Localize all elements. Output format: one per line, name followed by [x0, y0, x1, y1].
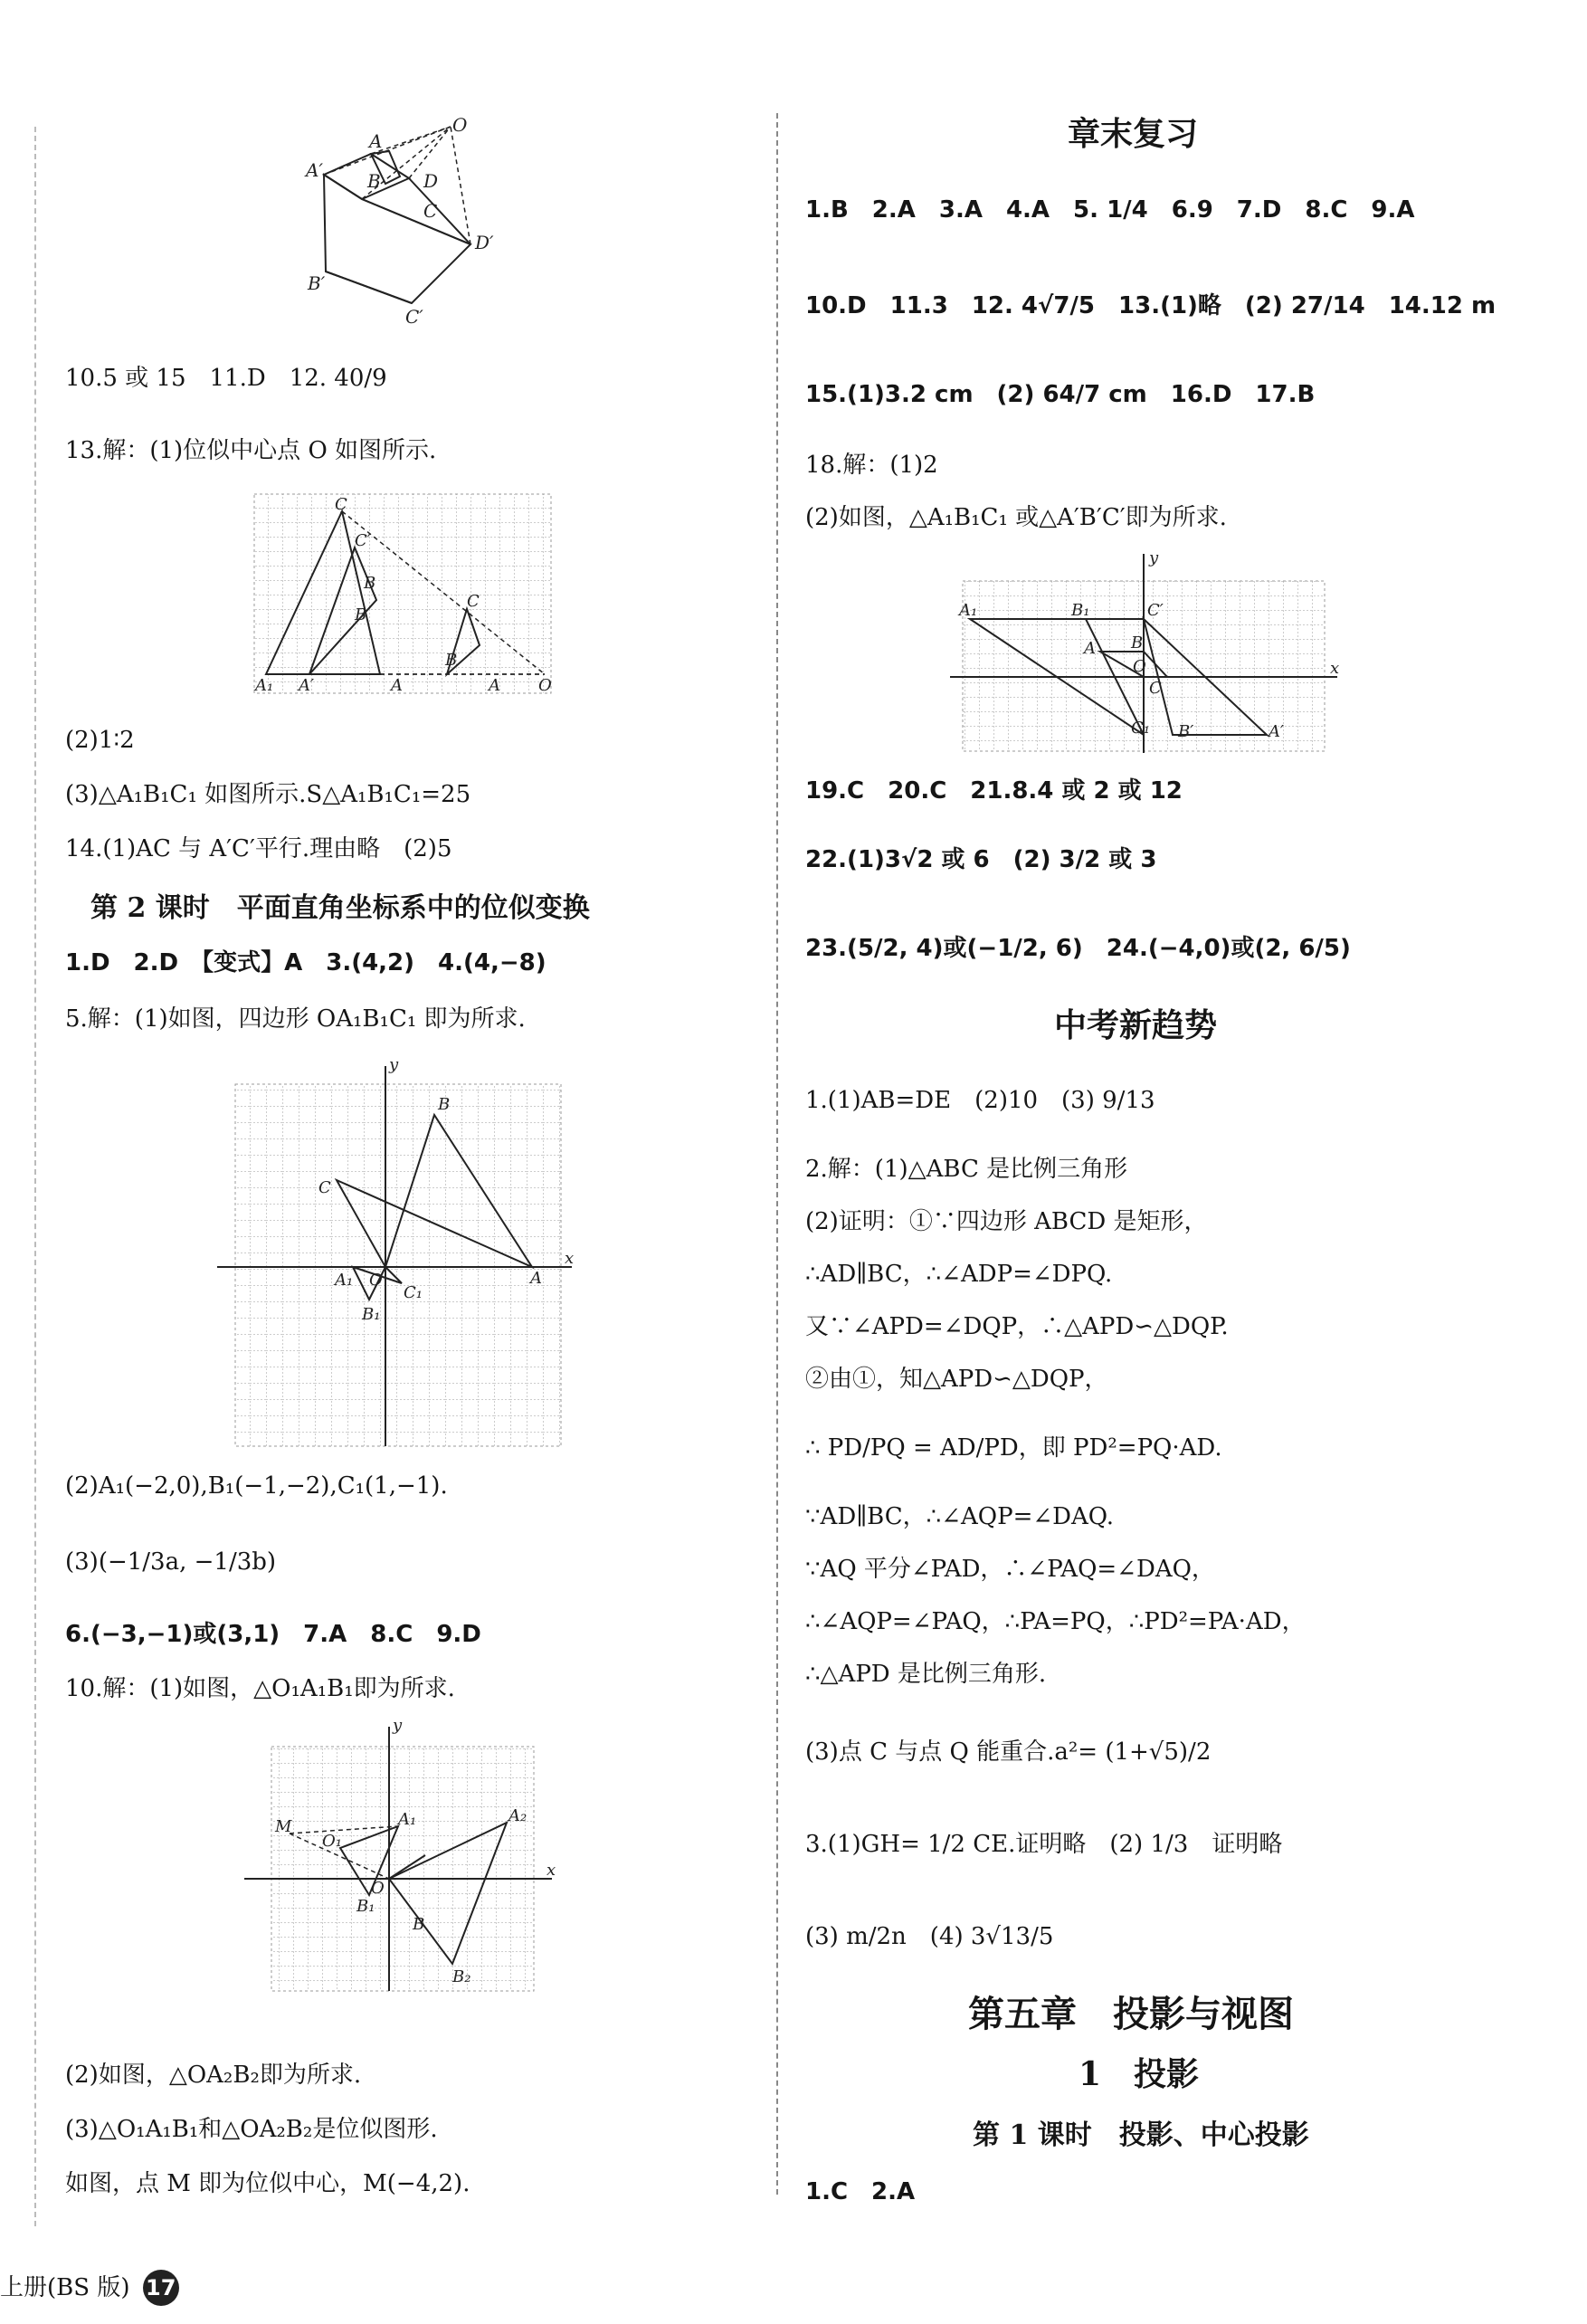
page-number: 17	[143, 2270, 179, 2306]
answer-line-5: 5.解：(1)如图，四边形 OA₁B₁C₁ 即为所求.	[65, 1005, 526, 1033]
margin-rule	[34, 127, 36, 2226]
svg-text:y: y	[1149, 552, 1159, 567]
svg-text:O: O	[371, 1879, 385, 1898]
svg-text:B₂: B₂	[452, 1967, 471, 1986]
answer-line-14: 14.(1)AC 与 A′C′平行.理由略 (2)5	[65, 835, 452, 862]
svg-text:B: B	[367, 170, 381, 192]
svg-text:A′: A′	[1269, 722, 1285, 741]
answer-line-5-3: (3)(−1/3a, −1/3b)	[65, 1548, 277, 1576]
answer-line-r18-2: (2)如图，△A₁B₁C₁ 或△A′B′C′即为所求.	[805, 504, 1227, 531]
answer-line-13-2: (2)1∶2	[65, 727, 135, 754]
svg-text:A′: A′	[306, 159, 323, 181]
svg-text:B: B	[364, 574, 376, 593]
svg-text:A: A	[391, 676, 403, 694]
svg-text:C′: C′	[405, 306, 423, 328]
svg-text:B′: B′	[1178, 722, 1194, 741]
svg-text:A: A	[530, 1269, 542, 1288]
svg-text:O: O	[369, 1271, 383, 1290]
answer-line-10: 10.解：(1)如图，△O₁A₁B₁即为所求.	[65, 1675, 455, 1702]
svg-text:C: C	[1149, 679, 1162, 698]
svg-text:B′: B′	[308, 272, 326, 294]
figure-prism-projection	[299, 113, 534, 330]
answer-line-13-3: (3)△A₁B₁C₁ 如图所示.S△A₁B₁C₁=25	[65, 781, 471, 808]
section-heading-chapter-review: 章末复习	[1068, 115, 1199, 153]
figure-coordinate-triangles-18	[950, 552, 1339, 756]
svg-text:B₁: B₁	[1071, 601, 1090, 620]
svg-text:B₁: B₁	[362, 1305, 381, 1324]
svg-text:O₁: O₁	[322, 1832, 342, 1851]
answer-line-r18: 18.解：(1)2	[805, 452, 938, 479]
svg-text:C₁: C₁	[404, 1283, 423, 1302]
svg-text:C₁: C₁	[1131, 719, 1150, 738]
svg-text:A₁: A₁	[335, 1271, 354, 1290]
answer-line-r23-24: 23.(5/2, 4)或(−1/2, 6) 24.(−4,0)或(2, 6/5)	[805, 935, 1351, 962]
answer-line-t3-34: (3) m/2n (4) 3√13/5	[805, 1923, 1054, 1950]
svg-text:C: C	[423, 200, 438, 222]
svg-text:A: A	[369, 130, 383, 152]
svg-text:B: B	[445, 651, 458, 670]
svg-text:y: y	[393, 1719, 403, 1735]
section-title-projection: 1 投影	[1079, 2055, 1200, 2093]
answer-line-t2-c: ②由①，知△APD∽△DQP，	[805, 1366, 1108, 1393]
svg-text:B: B	[1131, 633, 1144, 652]
answer-line-t1: 1.(1)AB=DE (2)10 (3) 9/13	[805, 1087, 1155, 1114]
svg-text:x: x	[565, 1249, 575, 1268]
answer-line-t2-b: 又∵∠APD=∠DQP，∴△APD∽△DQP.	[805, 1313, 1229, 1340]
svg-text:C′: C′	[1147, 601, 1164, 620]
svg-text:x: x	[1330, 659, 1339, 678]
answer-line-5-2: (2)A₁(−2,0),B₁(−1,−2),C₁(1,−1).	[65, 1472, 448, 1500]
answer-line-t3: 3.(1)GH= 1/2 CE.证明略 (2) 1/3 证明略	[805, 1831, 1283, 1858]
svg-text:B′: B′	[355, 605, 371, 624]
answer-line-t2-3: (3)点 C 与点 Q 能重合.a²= (1+√5)/2	[805, 1738, 1212, 1766]
answer-line-t2-g: ∴∠AQP=∠PAQ，∴PA=PQ，∴PD²=PA·AD，	[805, 1608, 1306, 1635]
answer-line-t2-h: ∴△APD 是比例三角形.	[805, 1661, 1047, 1688]
svg-text:x: x	[546, 1861, 556, 1880]
answer-line-1-4: 1.D 2.D 【变式】A 3.(4,2) 4.(4,−8)	[65, 949, 546, 976]
svg-text:C′: C′	[355, 531, 371, 550]
section-heading-lesson-2: 第 2 课时 平面直角坐标系中的位似变换	[90, 892, 590, 924]
svg-text:D′: D′	[475, 232, 494, 253]
answer-line-t2-proof: (2)证明：①∵四边形 ABCD 是矩形，	[805, 1208, 1208, 1235]
svg-text:A₁: A₁	[959, 601, 978, 620]
answer-line-10-2: (2)如图，△OA₂B₂即为所求.	[65, 2062, 362, 2089]
svg-text:D: D	[423, 170, 439, 192]
svg-text:y: y	[389, 1057, 399, 1074]
svg-text:O: O	[538, 676, 552, 694]
answer-line-t2-e: ∵AD∥BC，∴∠AQP=∠DAQ.	[805, 1503, 1115, 1530]
answer-line-final: 1.C 2.A	[805, 2178, 916, 2205]
answer-line-t2-f: ∵AQ 平分∠PAD，∴∠PAQ=∠DAQ，	[805, 1556, 1215, 1583]
answer-line-6-9: 6.(−3,−1)或(3,1) 7.A 8.C 9.D	[65, 1621, 481, 1648]
answer-line-r1-9: 1.B 2.A 3.A 4.A 5. 1/4 6.9 7.D 8.C 9.A	[805, 196, 1415, 224]
svg-text:A₂: A₂	[508, 1806, 527, 1825]
answer-line-r15-17: 15.(1)3.2 cm (2) 64/7 cm 16.D 17.B	[805, 381, 1316, 408]
svg-text:A: A	[1084, 639, 1096, 658]
svg-text:B: B	[438, 1095, 451, 1114]
svg-text:O: O	[1133, 657, 1146, 676]
column-divider	[776, 113, 778, 2195]
svg-text:B₁: B₁	[356, 1897, 375, 1916]
svg-text:C: C	[335, 495, 347, 514]
svg-text:A: A	[489, 676, 500, 694]
answer-line-10-3: (3)△O₁A₁B₁和△OA₂B₂是位似图形.	[65, 2116, 438, 2143]
svg-text:M: M	[275, 1817, 292, 1836]
figure-grid-homothety-13	[253, 493, 552, 694]
answer-line-r22: 22.(1)3√2 或 6 (2) 3/2 或 3	[805, 846, 1157, 873]
section-heading-new-trends: 中考新趋势	[1054, 1006, 1218, 1044]
svg-text:C: C	[318, 1178, 331, 1197]
lesson-title-central-projection: 第 1 课时 投影、中心投影	[973, 2119, 1309, 2151]
answer-line-t2-a: ∴AD∥BC，∴∠ADP=∠DPQ.	[805, 1261, 1113, 1288]
answer-line-10-12: 10.5 或 15 11.D 12. 40/9	[65, 365, 387, 392]
svg-text:O: O	[452, 114, 468, 136]
answer-line-r19-21: 19.C 20.C 21.8.4 或 2 或 12	[805, 777, 1183, 805]
answer-line-t2: 2.解：(1)△ABC 是比例三角形	[805, 1156, 1128, 1183]
chapter-title-projection: 第五章 投影与视图	[968, 1993, 1294, 2035]
svg-text:A′: A′	[299, 676, 315, 694]
svg-text:A₁: A₁	[255, 676, 274, 694]
answer-line-10-4: 如图，点 M 即为位似中心，M(−4,2).	[65, 2170, 470, 2197]
answer-line-t2-d: ∴ PD/PQ = AD/PD，即 PD²=PQ·AD.	[805, 1434, 1222, 1462]
figure-coordinate-quad-5	[217, 1057, 579, 1455]
answer-line-r10-14: 10.D 11.3 12. 4√7/5 13.(1)略 (2) 27/14 14.12 m	[805, 292, 1497, 319]
svg-text:B: B	[413, 1915, 425, 1934]
answer-line-13: 13.解：(1)位似中心点 O 如图所示.	[65, 437, 437, 464]
page-footer	[0, 2269, 179, 2306]
svg-text:A₁: A₁	[398, 1810, 417, 1829]
svg-text:C: C	[467, 592, 480, 611]
edition-label: 上册(BS 版)	[0, 2274, 130, 2301]
figure-coordinate-triangle-10	[235, 1719, 561, 2000]
